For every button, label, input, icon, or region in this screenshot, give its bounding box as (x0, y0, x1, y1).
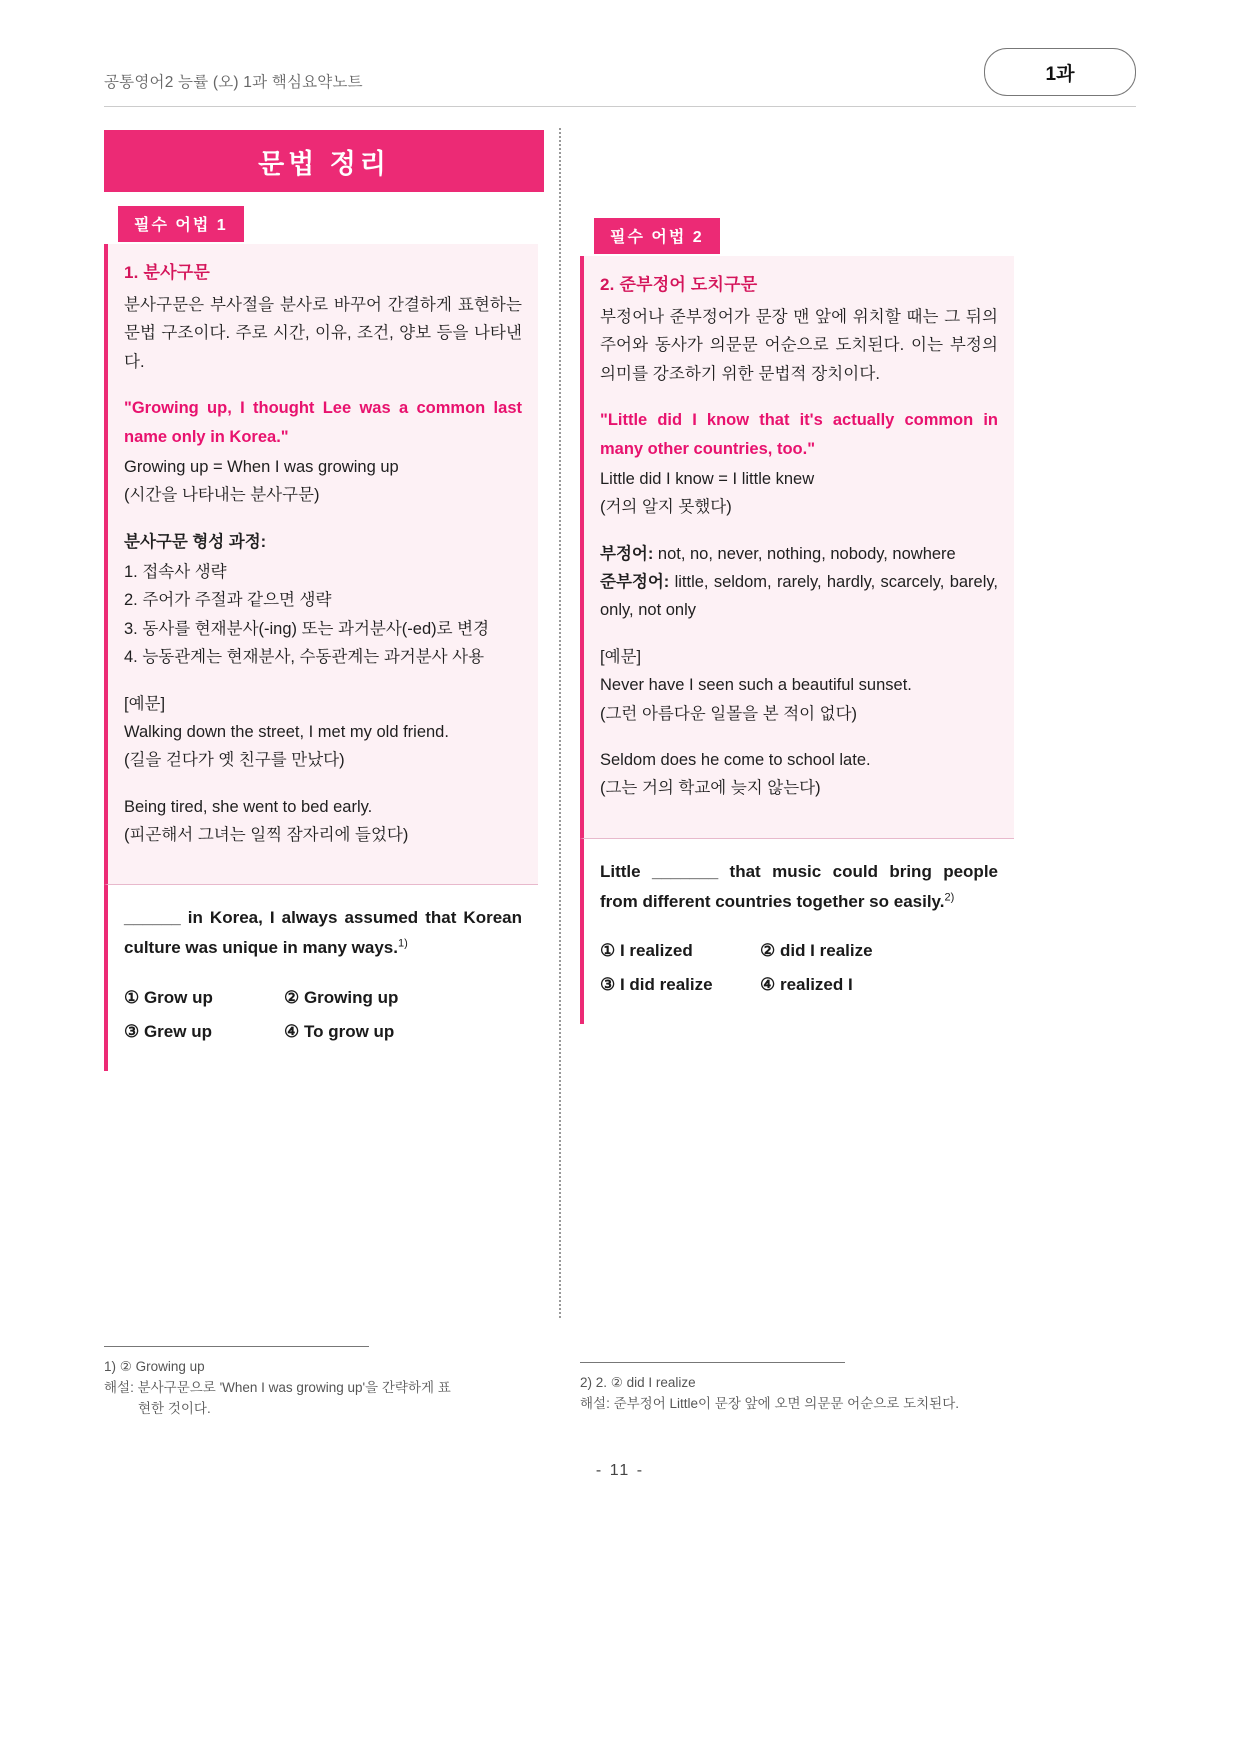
left-footnote-explanation-line-2: 현한 것이다. (138, 1400, 211, 1416)
left-process-item-2: 2. 주어가 주절과 같으면 생략 (124, 591, 332, 610)
section-band (104, 130, 544, 192)
left-question-footnote-marker: 1) (397, 937, 408, 950)
left-question-text (124, 903, 522, 963)
right-spacer-2 (600, 728, 998, 746)
right-choice-1[interactable]: ① I realized (600, 941, 693, 961)
left-question-panel (104, 885, 538, 1071)
right-section-title: 2. 준부정어 도치구문 (600, 275, 758, 294)
left-choice-4[interactable]: ④ To grow up (284, 1022, 395, 1042)
left-example-1-ko: (길을 걷다가 옛 친구를 만났다) (124, 751, 345, 770)
right-question-text (600, 857, 998, 917)
left-spacer-1 (124, 672, 522, 690)
right-footnote-answer: 2) 2. ② did I realize (580, 1375, 696, 1390)
left-choice-row-2 (124, 1015, 522, 1049)
left-question-body: ______ in Korea, I always assumed that Korean culture was unique in many ways. (124, 908, 522, 958)
right-section-tag: 필수 어법 2 (594, 218, 720, 254)
left-footnote-explanation-line-1: 해설: 분사구문으로 'When I was growing up'을 간략하게 표 (104, 1379, 451, 1395)
header-divider (104, 106, 1136, 107)
right-example-2-ko: (그는 거의 학교에 늦지 않는다) (600, 779, 821, 798)
right-example-label: [예문] (600, 647, 642, 666)
right-quote: "Little did I know that it's actually common in many other countries, too." (600, 411, 998, 458)
left-spacer-2 (124, 775, 522, 793)
right-question-body: Little _______ that music could bring people from different countries together so easily. (600, 861, 998, 911)
left-content-panel (104, 244, 538, 867)
left-tag-wrap (104, 206, 538, 240)
page-header (104, 48, 1136, 106)
right-choice-4[interactable]: ④ realized I (760, 975, 853, 995)
right-panel-gap (580, 821, 1014, 839)
left-panel-gap (104, 867, 538, 885)
right-quote-note-1: Little did I know = I little knew (600, 469, 815, 488)
right-semi-negatives (600, 568, 998, 625)
right-choice-3[interactable]: ③ I did realize (600, 975, 713, 995)
left-quote-note-1: Growing up = When I was growing up (124, 457, 399, 476)
right-content-panel (580, 256, 1014, 821)
left-choice-3[interactable]: ③ Grew up (124, 1022, 212, 1042)
right-spacer-1 (600, 625, 998, 643)
section-band-title: 문법 정리 (258, 148, 390, 179)
left-choice-row-1 (124, 981, 522, 1015)
right-choices (600, 934, 998, 1002)
left-section-tag: 필수 어법 1 (118, 206, 244, 242)
left-process-item-4: 4. 능동관계는 현재분사, 수동관계는 과거분사 사용 (124, 648, 485, 667)
left-paragraph: 분사구문은 부사절을 분사로 바꾸어 간결하게 표현하는 문법 구조이다. 주로 시간, 이유, 조건, 양보 등을 나타낸다. (124, 296, 522, 371)
right-semi-negatives-value: little, seldom, rarely, hardly, scarcely, barely, only, not only (600, 573, 998, 620)
left-process-item-3: 3. 동사를 현재분사(-ing) 또는 과거분사(-ed)로 변경 (124, 619, 490, 638)
right-example-1-ko: (그런 아름다운 일몰을 본 적이 없다) (600, 704, 858, 723)
right-semi-negatives-label: 준부정어: (600, 573, 670, 591)
lesson-badge: 1과 (984, 48, 1136, 96)
right-choice-row-2 (600, 968, 998, 1002)
left-column (104, 206, 538, 1071)
left-process-title: 분사구문 형성 과정: (124, 532, 267, 551)
header-breadcrumb: 공통영어2 능률 (오) 1과 핵심요약노트 (104, 74, 363, 91)
right-example-1-en: Never have I seen such a beautiful sunset. (600, 676, 912, 695)
left-example-2-ko: (피곤해서 그녀는 일찍 잠자리에 들었다) (124, 826, 409, 844)
left-process-item-1: 1. 접속사 생략 (124, 563, 227, 581)
left-quote-note-2: (시간을 나타내는 분사구문) (124, 486, 320, 505)
right-footnote-rule (580, 1362, 845, 1363)
left-choice-1[interactable]: ① Grow up (124, 988, 213, 1008)
left-quote: "Growing up, I thought Lee was a common last name only in Korea." (124, 399, 522, 446)
right-quote-note-2: (거의 알지 못했다) (600, 498, 732, 517)
left-example-1-en: Walking down the street, I met my old friend. (124, 722, 449, 741)
column-divider (559, 128, 561, 1318)
right-footnote (580, 1362, 1014, 1415)
left-section-title: 1. 분사구문 (124, 263, 210, 282)
right-negatives-value: not, no, never, nothing, nobody, nowhere (653, 544, 956, 563)
left-example-2-en: Being tired, she went to bed early. (124, 797, 373, 816)
page-number: - 11 - (595, 1462, 645, 1479)
left-footnote-rule (104, 1346, 369, 1347)
right-paragraph: 부정어나 준부정어가 문장 맨 앞에 위치할 때는 그 뒤의 주어와 동사가 의문문 어순으로 도치된다. 이는 부정의 의미를 강조하기 위한 문법적 장치이다. (600, 308, 998, 383)
right-spacer-0 (600, 522, 998, 540)
right-choice-2[interactable]: ② did I realize (760, 941, 873, 961)
right-footnote-explanation-line-1: 해설: 준부정어 Little이 문장 앞에 오면 의문문 어순으로 도치된다. (580, 1395, 960, 1411)
right-negatives-label: 부정어: (600, 544, 654, 563)
left-example-label: [예문] (124, 694, 166, 713)
right-column (580, 218, 1014, 1024)
right-example-2-en: Seldom does he come to school late. (600, 750, 871, 769)
right-tag-wrap (580, 218, 1014, 252)
right-question-footnote-marker: 2) (944, 890, 955, 903)
right-question-panel (580, 839, 1014, 1025)
left-choices (124, 981, 522, 1049)
left-choice-2[interactable]: ② Growing up (284, 988, 399, 1008)
left-footnote-answer: 1) ② Growing up (104, 1359, 205, 1374)
left-footnote (104, 1346, 538, 1420)
right-choice-row-1 (600, 934, 998, 968)
right-negatives (600, 540, 998, 568)
